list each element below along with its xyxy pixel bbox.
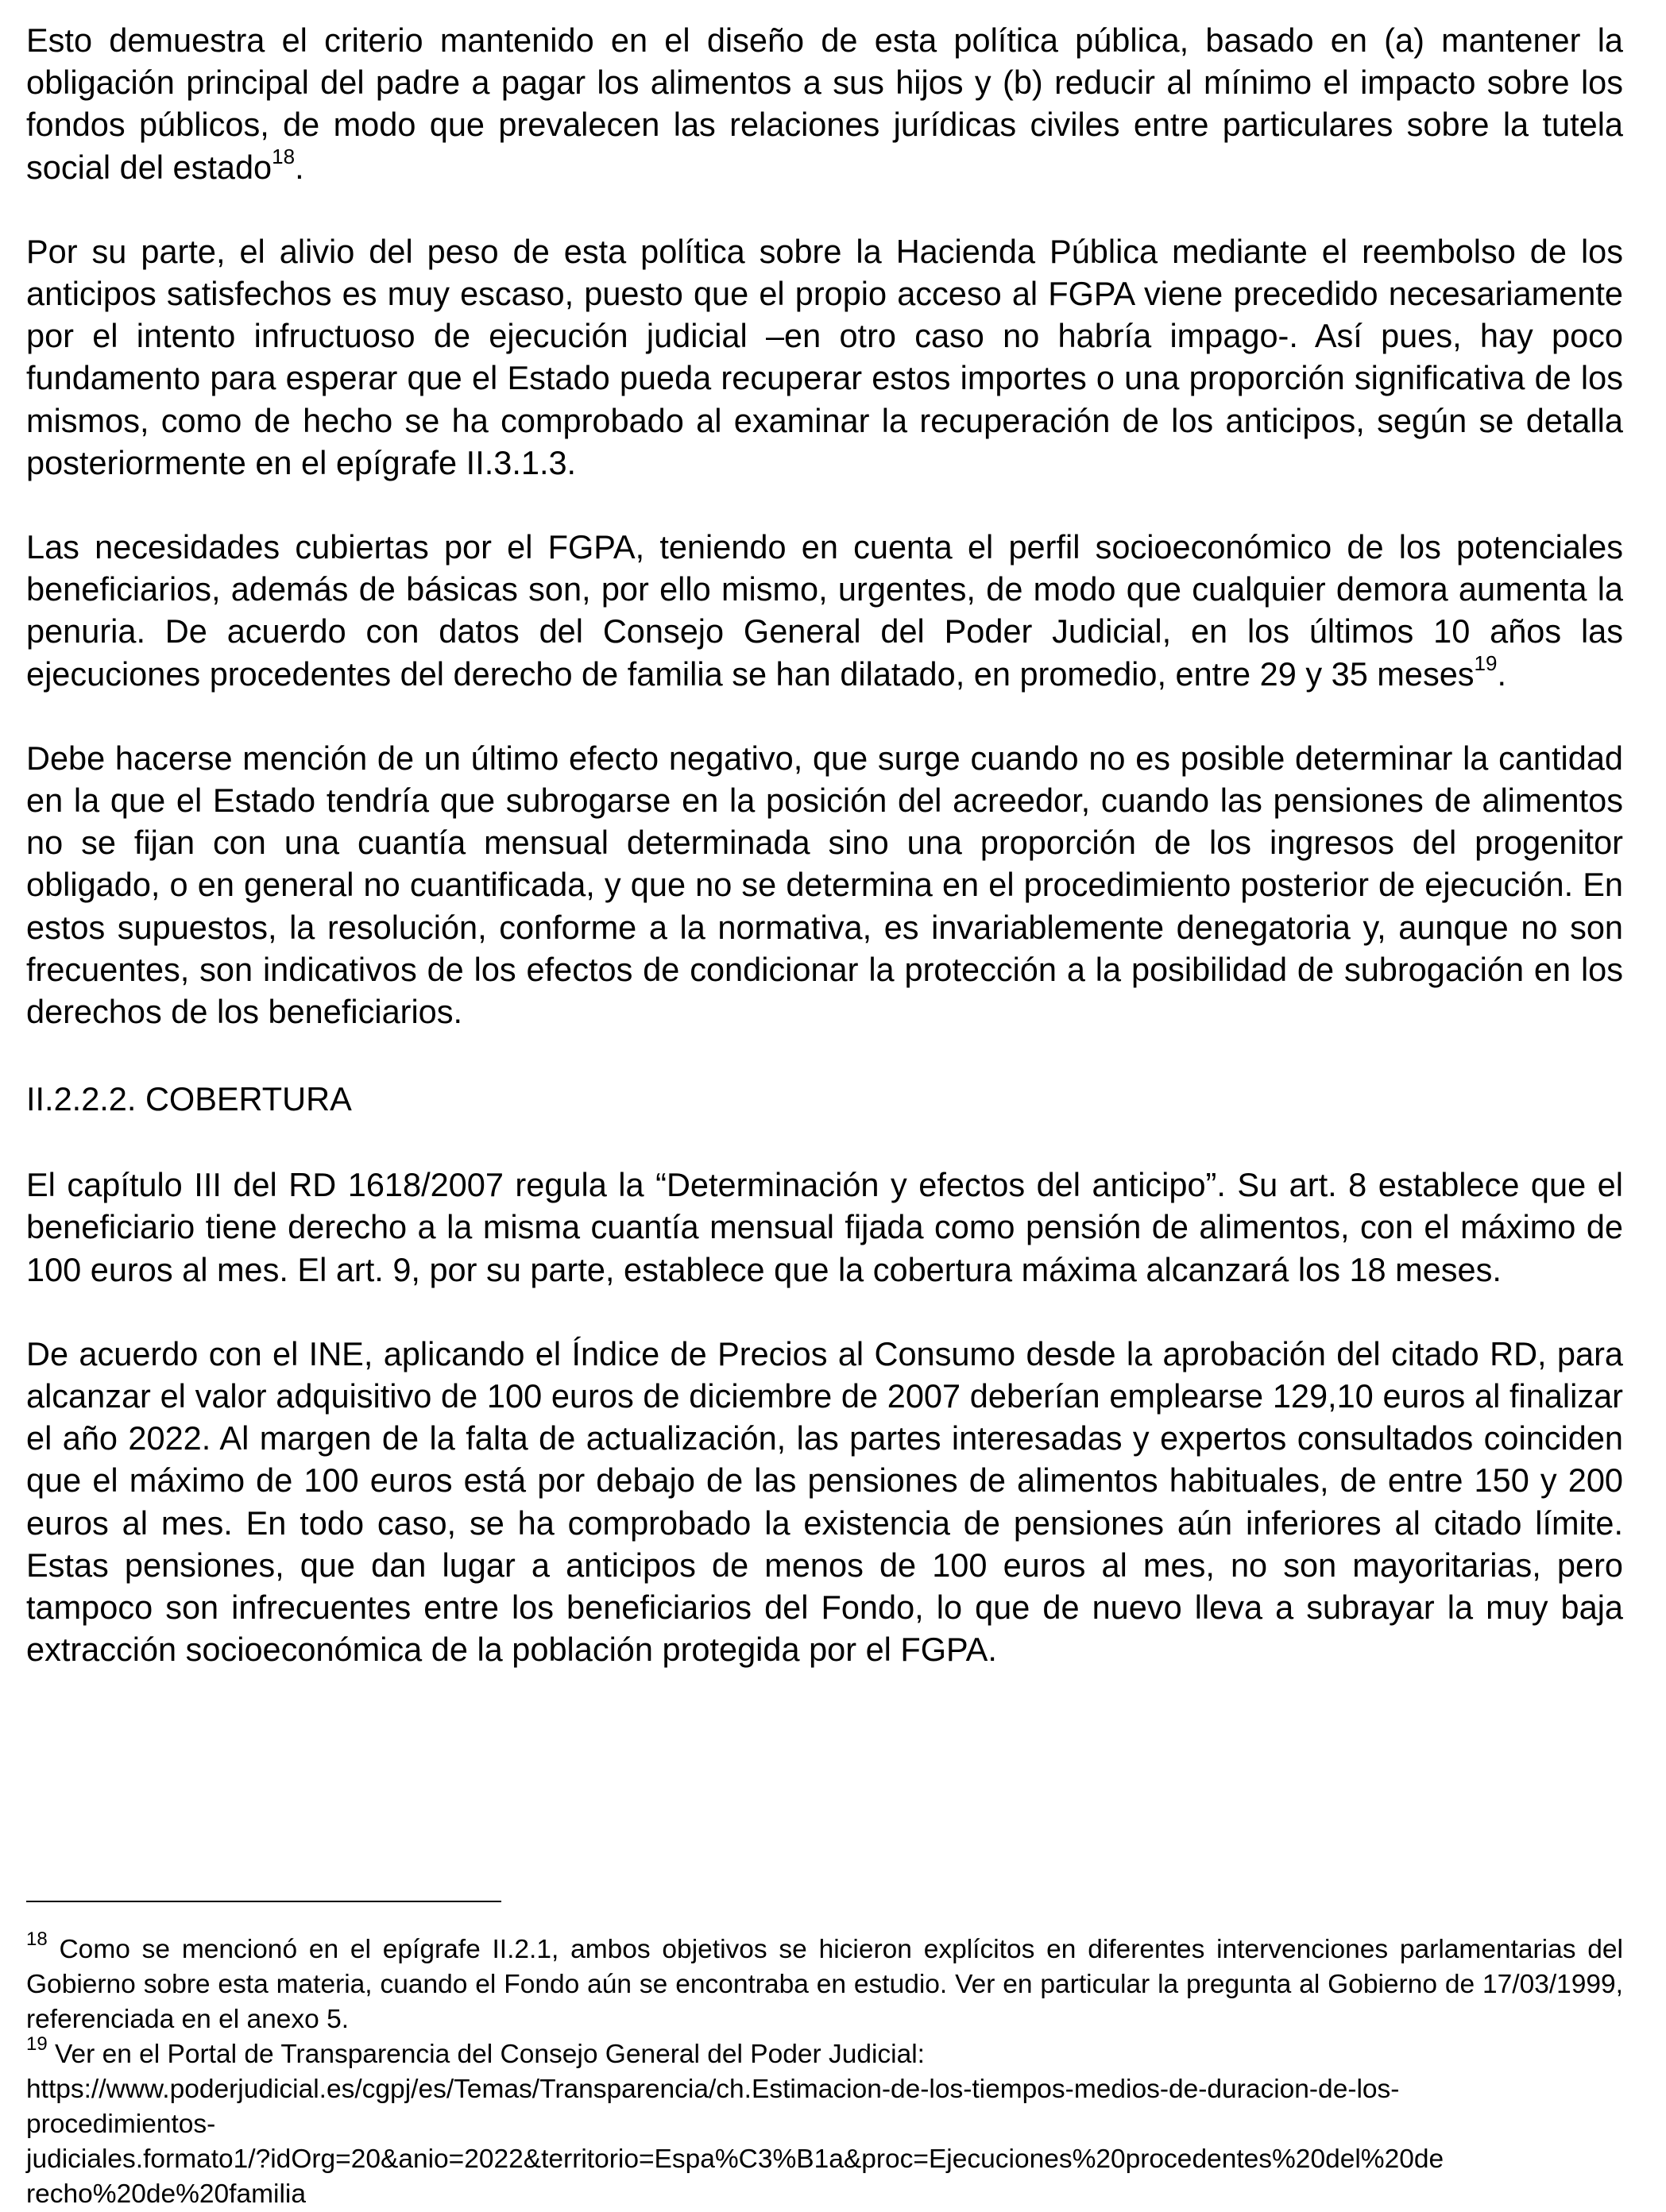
footnote-19-link[interactable]	[26, 2072, 1623, 2212]
url-line[interactable]: judiciales.formato1/?idOrg=20&anio=2022&territorio=Espa%C3%B1a&proc=Ejecuciones%20procedentes%20del%20de	[26, 2144, 1444, 2174]
paragraph-hacienda: Por su parte, el alivio del peso de esta política sobre la Hacienda Pública mediante el reembolso de los anticipos satisfechos es muy escaso, puesto que el propio acceso al FGPA viene precedido necesariamente por el intento infructuoso de ejecución judicial –en otro caso no habría impago-. Así pues, hay poco fundamento para esperar que el Estado pueda recuperar estos importes o una proporción significativa de los mismos, como de hecho se ha comprobado al examinar la recuperación de los anticipos, según se detalla posteriormente en el epígrafe II.3.1.3.	[26, 232, 1623, 481]
paragraph-text: Las necesidades cubiertas por el FGPA, teniendo en cuenta el perfil socioeconómico de los potenciales beneficiarios, además de básicas son, por ello mismo, urgentes, de modo que cualquier demora aumenta la penuria. De acuerdo con datos del Consejo General del Poder Judicial, en los últimos 10 años las ejecuciones procedentes del derecho de familia se han dilatado, en promedio, entre 29 y 35 meses	[26, 528, 1623, 693]
section-heading: II.2.2.2. COBERTURA	[26, 1080, 352, 1118]
footnote-number: 19	[26, 2032, 48, 2055]
footnote-19	[26, 2032, 1623, 2072]
paragraph-ine: De acuerdo con el INE, aplicando el Índice de Precios al Consumo desde la aprobación del citado RD, para alcanzar el valor adquisitivo de 100 euros de diciembre de 2007 deberían emplearse 129,10 euros al finalizar el año 2022. Al margen de la falta de actualización, las partes interesadas y expertos consultados coinciden que el máximo de 100 euros está por debajo de las pensiones de alimentos habituales, de entre 150 y 200 euros al mes. En todo caso, se ha comprobado la existencia de pensiones aún inferiores al citado límite. Estas pensiones, que dan lugar a anticipos de menos de 100 euros al mes, no son mayoritarias, pero tampoco son infrecuentes entre los beneficiarios del Fondo, lo que de nuevo lleva a subrayar la muy baja extracción socioeconómica de la población protegida por el FGPA.	[26, 1334, 1623, 1669]
paragraph-criterio: Esto demuestra el criterio mantenido en el diseño de esta política pública, basado en (a) mantener la obligación principal del padre a pagar los alimentos a sus hijos y (b) reducir al mínimo el impacto sobre los fondos públicos, de modo que prevalecen las relaciones jurídicas civiles entre particulares sobre la tutela social del estado$^{18}$.	[26, 21, 1623, 186]
url-line[interactable]: https://www.poderjudicial.es/cgpj/es/Temas/Transparencia/ch.Estimacion-de-los-tiempos-medios-de-duracion-de-los-	[26, 2075, 1400, 2104]
url-line[interactable]: recho%20de%20familia	[26, 2179, 306, 2209]
url-line[interactable]: procedimientos-	[26, 2110, 216, 2139]
paragraph-text: Esto demuestra el criterio mantenido en el diseño de esta política pública, basado en (a) mantener la obligación principal del padre a pagar los alimentos a sus hijos y (b) reducir al mínimo el impacto sobre los fondos públicos, de modo que prevalecen las relaciones jurídicas civiles entre particulares sobre la tutela social del estado	[26, 21, 1623, 186]
footnote-number: 18	[26, 1928, 48, 1950]
footnote-separator	[26, 1901, 501, 1902]
footnote-text: Ver en el Portal de Transparencia del Consejo General del Poder Judicial:	[47, 2040, 925, 2069]
paragraph-efecto-negativo: Debe hacerse mención de un último efecto negativo, que surge cuando no es posible determinar la cantidad en la que el Estado tendría que subrogarse en la posición del acreedor, cuando las pensiones de alimentos no se fijan con una cuantía mensual determinada sino una proporción de los ingresos del progenitor obligado, o en general no cuantificada, y que no se determina en el procedimiento posterior de ejecución. En estos supuestos, la resolución, conforme a la normativa, es invariablemente denegatoria y, aunque no son frecuentes, son indicativos de los efectos de condicionar la protección a la posibilidad de subrogación en los derechos de los beneficiarios.	[26, 739, 1623, 1031]
paragraph-necesidades: Las necesidades cubiertas por el FGPA, teniendo en cuenta el perfil socioeconómico de los potenciales beneficiarios, además de básicas son, por ello mismo, urgentes, de modo que cualquier demora aumenta la penuria. De acuerdo con datos del Consejo General del Poder Judicial, en los últimos 10 años las ejecuciones procedentes del derecho de familia se han dilatado, en promedio, entre 29 y 35 meses$^{19}$.	[26, 528, 1623, 693]
document-page	[26, 19, 1623, 1671]
paragraph-capitulo-iii: El capítulo III del RD 1618/2007 regula la “Determinación y efectos del anticipo”. Su art. 8 establece que el beneficiario tiene derecho a la misma cuantía mensual fijada como pensión de alimentos, con el máximo de 100 euros al mes. El art. 9, por su parte, establece que la cobertura máxima alcanzará los 18 meses.	[26, 1166, 1623, 1288]
footnotes-section	[26, 1901, 1623, 2212]
footnote-ref-18[interactable]: 18	[272, 144, 296, 168]
footnote-text: Como se mencionó en el epígrafe II.2.1, ambos objetivos se hicieron explícitos en diferentes intervenciones parlamentarias del Gobierno sobre esta materia, cuando el Fondo aún se encontraba en estudio. Ver en particular la pregunta al Gobierno de 17/03/1999, referenciada en el anexo 5.	[26, 1935, 1623, 2034]
footnote-ref-19[interactable]: 19	[1474, 650, 1498, 675]
footnote-18	[26, 1928, 1623, 2037]
